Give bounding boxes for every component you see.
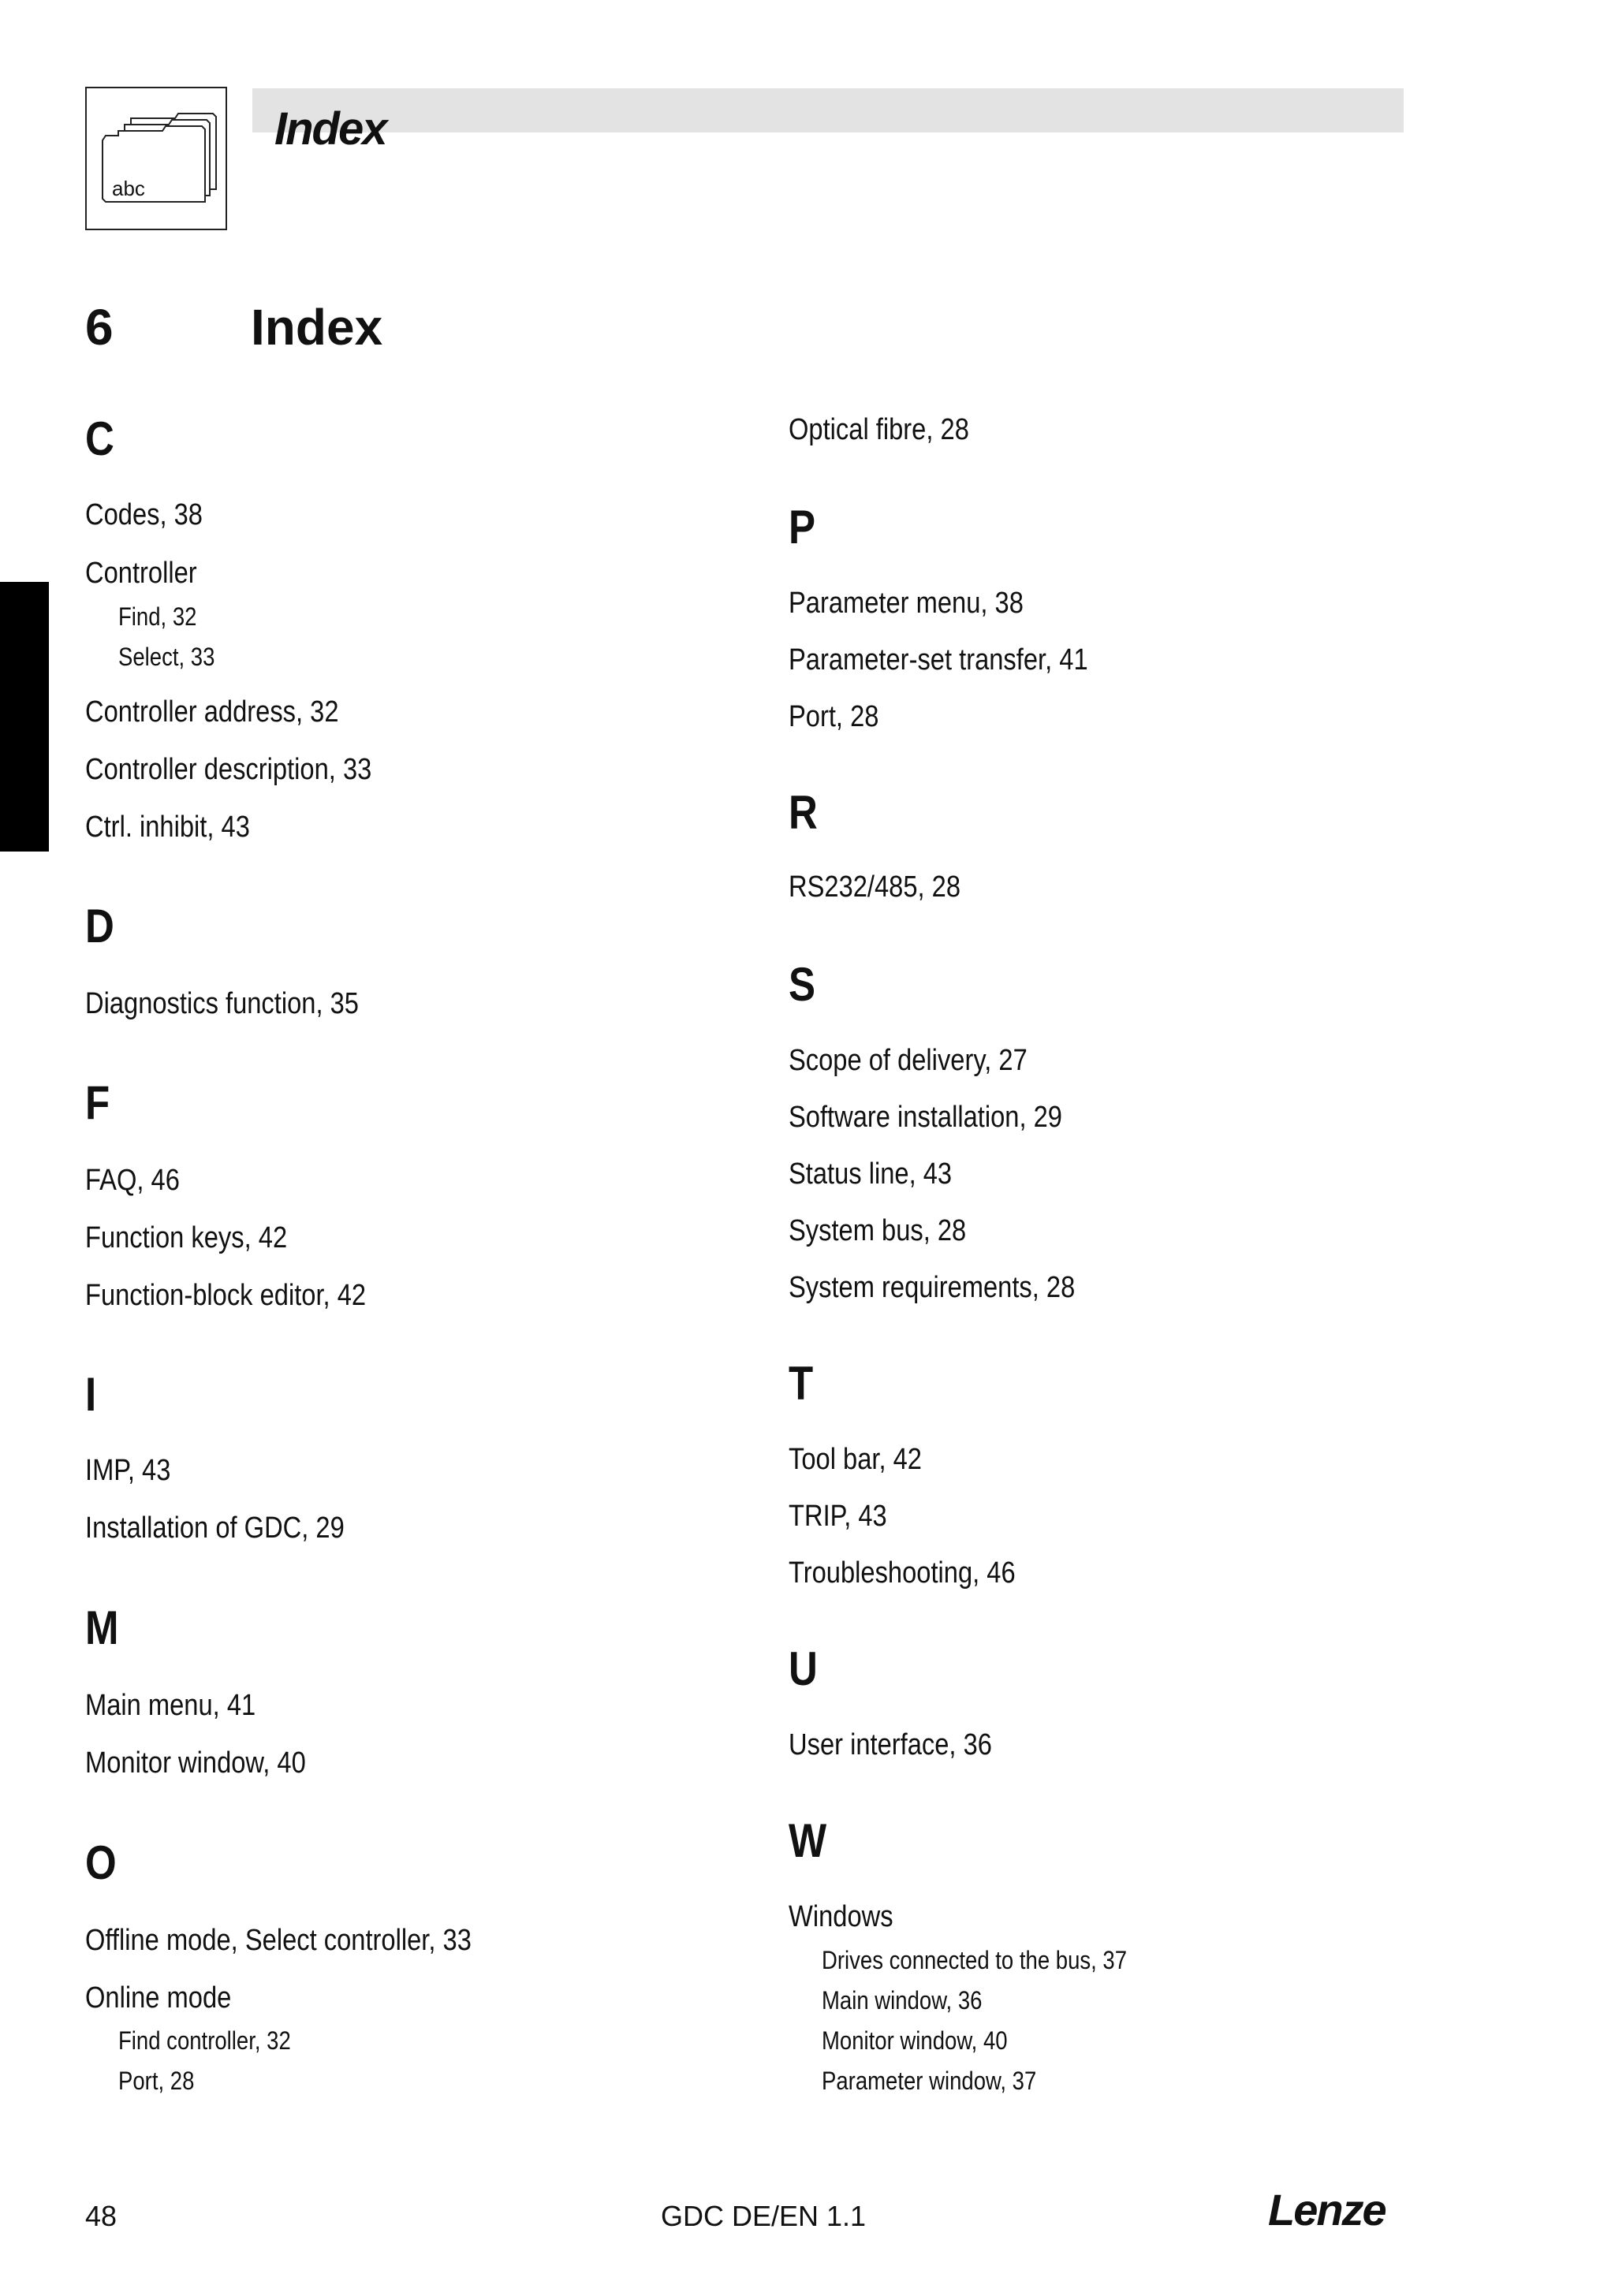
index-letter-f: F: [85, 1076, 110, 1129]
header-bar: [252, 88, 1404, 132]
chapter-side-tab: [0, 582, 49, 852]
index-entry: Controller: [85, 557, 197, 590]
index-entry: Offline mode, Select controller, 33: [85, 1924, 472, 1957]
index-entry: TRIP, 43: [789, 1500, 887, 1533]
index-entry: Port, 28: [789, 700, 879, 733]
index-entry: Troubleshooting, 46: [789, 1556, 1016, 1590]
index-entry: Installation of GDC, 29: [85, 1511, 345, 1545]
index-entry: System requirements, 28: [789, 1271, 1076, 1304]
index-letter-r: R: [789, 786, 818, 839]
index-subentry: Find controller, 32: [118, 2026, 291, 2055]
index-subentry: Monitor window, 40: [822, 2026, 1008, 2055]
index-entry: FAQ, 46: [85, 1164, 180, 1197]
index-letter-c: C: [85, 412, 114, 465]
document-id: GDC DE/EN 1.1: [661, 2200, 867, 2232]
index-entry: Codes, 38: [85, 498, 203, 531]
index-letter-u: U: [789, 1642, 818, 1695]
index-entry: System bus, 28: [789, 1214, 967, 1247]
index-entry: Controller description, 33: [85, 753, 372, 786]
header-title: Index: [274, 103, 386, 155]
index-entry: Tool bar, 42: [789, 1443, 922, 1476]
folder-icon-box: [85, 87, 227, 230]
index-letter-s: S: [789, 958, 816, 1011]
index-letter-m: M: [85, 1601, 119, 1654]
icon-label: abc: [112, 177, 145, 200]
chapter-number: 6: [85, 299, 114, 356]
index-entry: Optical fibre, 28: [789, 413, 969, 446]
index-subentry: Parameter window, 37: [822, 2067, 1037, 2095]
index-entry: Parameter-set transfer, 41: [789, 643, 1088, 676]
index-letter-i: I: [85, 1368, 97, 1421]
index-entry: Main menu, 41: [85, 1689, 256, 1722]
index-entry: Diagnostics function, 35: [85, 987, 359, 1020]
index-subentry: Select, 33: [118, 643, 215, 671]
index-letter-t: T: [789, 1357, 814, 1410]
index-entry: RS232/485, 28: [789, 870, 961, 904]
index-subentry: Find, 32: [118, 602, 197, 631]
index-entry: User interface, 36: [789, 1728, 992, 1761]
index-subentry: Port, 28: [118, 2067, 195, 2095]
folder-stack-icon: [87, 88, 229, 232]
chapter-title: Index: [251, 299, 383, 356]
index-entry: IMP, 43: [85, 1454, 171, 1487]
index-entry: Monitor window, 40: [85, 1746, 306, 1780]
index-letter-p: P: [789, 501, 816, 554]
index-entry: Function keys, 42: [85, 1221, 288, 1254]
index-letter-o: O: [85, 1836, 117, 1889]
index-letter-w: W: [789, 1814, 827, 1867]
index-entry: Status line, 43: [789, 1157, 953, 1191]
index-entry: Controller address, 32: [85, 695, 339, 729]
index-entry: Ctrl. inhibit, 43: [85, 811, 250, 844]
index-entry: Software installation, 29: [789, 1101, 1062, 1134]
lenze-logo: Lenze: [1268, 2185, 1386, 2234]
index-entry: Online mode: [85, 1981, 232, 2015]
page-number: 48: [85, 2200, 117, 2232]
index-entry: Function-block editor, 42: [85, 1279, 367, 1312]
index-letter-d: D: [85, 900, 114, 952]
index-entry: Windows: [789, 1900, 893, 1933]
index-entry: Scope of delivery, 27: [789, 1044, 1028, 1077]
index-entry: Parameter menu, 38: [789, 587, 1024, 620]
index-subentry: Main window, 36: [822, 1986, 983, 2015]
index-subentry: Drives connected to the bus, 37: [822, 1946, 1128, 1974]
